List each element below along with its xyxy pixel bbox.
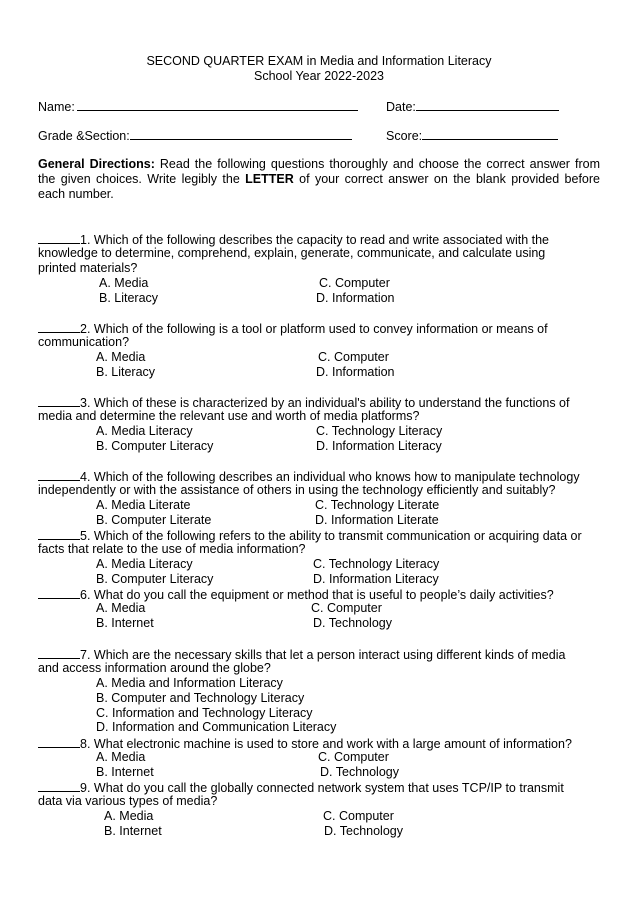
question-1-line-2: knowledge to determine, comprehend, explain, generate, communicate, and calculate using [38, 246, 546, 260]
question-4-choice-d: D. Information Literate [315, 513, 439, 527]
question-7-choice-c: C. Information and Technology Literacy [96, 706, 313, 720]
date-field [386, 98, 559, 115]
question-3-choice-c: C. Technology Literacy [316, 424, 443, 438]
question-8-choice-b: B. Internet [96, 765, 154, 779]
score-field [386, 127, 558, 144]
answer-blank-7[interactable] [38, 646, 80, 659]
grade-section-label: Grade &Section: [38, 129, 130, 143]
question-1-choice-d: D. Information [316, 291, 395, 305]
question-6-line-1: 6. What do you call the equipment or method that is useful to people’s daily activities? [80, 588, 554, 602]
question-3-choice-d: D. Information Literacy [316, 439, 442, 453]
question-3-choice-a: A. Media Literacy [96, 424, 193, 438]
question-7-line-2: and access information around the globe? [38, 661, 271, 675]
date-label: Date: [386, 100, 416, 114]
question-7-choice-b: B. Computer and Technology Literacy [96, 691, 305, 705]
name-field [38, 98, 358, 115]
question-3-line-2: media and determine the relevant use and worth of media platforms? [38, 409, 420, 423]
answer-blank-5[interactable] [38, 527, 80, 540]
answer-blank-3[interactable] [38, 394, 80, 407]
name-label: Name: [38, 100, 75, 114]
question-4-line-1: 4. Which of the following describes an individual who knows how to manipulate technology [80, 470, 580, 484]
school-year: School Year 2022-2023 [254, 69, 384, 83]
question-7-line-1: 7. Which are the necessary skills that let a person interact using different kinds of media [80, 648, 566, 662]
question-7-choice-a: A. Media and Information Literacy [96, 676, 283, 690]
question-8-line-1: 8. What electronic machine is used to store and work with a large amount of information? [80, 737, 572, 751]
exam-title: SECOND QUARTER EXAM in Media and Information Literacy [146, 54, 492, 68]
question-9-choice-a: A. Media [104, 809, 154, 823]
question-2-line-2: communication? [38, 335, 130, 349]
question-3-choice-b: B. Computer Literacy [96, 439, 214, 453]
question-2-line-1: 2. Which of the following is a tool or platform used to convey information or means of [80, 322, 548, 336]
answer-blank-4[interactable] [38, 468, 80, 481]
question-4-line-2: independently or with the assistance of others in using the technology efficiently and suitably? [38, 483, 556, 497]
grade-section-line[interactable] [130, 127, 352, 140]
directions-text-2: of your correct answer on the blank provided before each number. [38, 172, 600, 201]
question-9-line-1: 9. What do you call the globally connected network system that uses TCP/IP to transmit [80, 781, 564, 795]
question-1-choice-b: B. Literacy [99, 291, 159, 305]
question-5-choice-a: A. Media Literacy [96, 557, 193, 571]
question-6-choice-b: B. Internet [96, 616, 154, 630]
question-9-line-2: data via various types of media? [38, 794, 218, 808]
question-6-choice-a: A. Media [96, 601, 146, 615]
directions-text-1: Read the following questions thoroughly and choose the correct answer from the given choices. Write legibly the [38, 157, 600, 186]
question-1-line-1: 1. Which of the following describes the capacity to read and write associated with the [80, 233, 550, 247]
question-6-choice-c: C. Computer [311, 601, 382, 615]
question-1-line-3: printed materials? [38, 261, 138, 275]
question-7-choice-d: D. Information and Communication Literacy [96, 720, 337, 734]
question-2-choice-d: D. Information [316, 365, 395, 379]
question-5-line-2: facts that relate to the use of media information? [38, 542, 306, 556]
question-5-line-1: 5. Which of the following refers to the ability to transmit communication or acquiring data or [80, 529, 582, 543]
question-9-choice-b: B. Internet [104, 824, 162, 838]
answer-blank-2[interactable] [38, 320, 80, 333]
grade-section-field [38, 127, 352, 144]
general-directions [38, 157, 600, 202]
question-4-choice-b: B. Computer Literate [96, 513, 212, 527]
question-8-choice-c: C. Computer [318, 750, 389, 764]
question-5-choice-c: C. Technology Literacy [313, 557, 440, 571]
answer-blank-1[interactable] [38, 231, 80, 244]
answer-blank-8[interactable] [38, 735, 80, 748]
question-9-choice-c: C. Computer [323, 809, 394, 823]
question-2-choice-a: A. Media [96, 350, 146, 364]
answer-blank-6[interactable] [38, 586, 80, 599]
score-line[interactable] [422, 127, 558, 140]
question-8-choice-a: A. Media [96, 750, 146, 764]
date-line[interactable] [416, 98, 559, 111]
question-5-choice-b: B. Computer Literacy [96, 572, 214, 586]
question-1-choice-a: A. Media [99, 276, 149, 290]
directions-emphasis: LETTER [245, 172, 294, 186]
directions-lead: General Directions: [38, 157, 155, 171]
question-6-choice-d: D. Technology [313, 616, 392, 630]
question-8-choice-d: D. Technology [320, 765, 399, 779]
question-4-choice-a: A. Media Literate [96, 498, 191, 512]
question-1-choice-c: C. Computer [319, 276, 390, 290]
name-line[interactable] [77, 98, 358, 111]
question-2-choice-b: B. Literacy [96, 365, 156, 379]
question-4-choice-c: C. Technology Literate [315, 498, 440, 512]
question-3-line-1: 3. Which of these is characterized by an individual's ability to understand the functions of [80, 396, 570, 410]
question-5-choice-d: D. Information Literacy [313, 572, 439, 586]
score-label: Score: [386, 129, 423, 143]
question-2-choice-c: C. Computer [318, 350, 389, 364]
answer-blank-9[interactable] [38, 779, 80, 792]
question-9-choice-d: D. Technology [324, 824, 403, 838]
